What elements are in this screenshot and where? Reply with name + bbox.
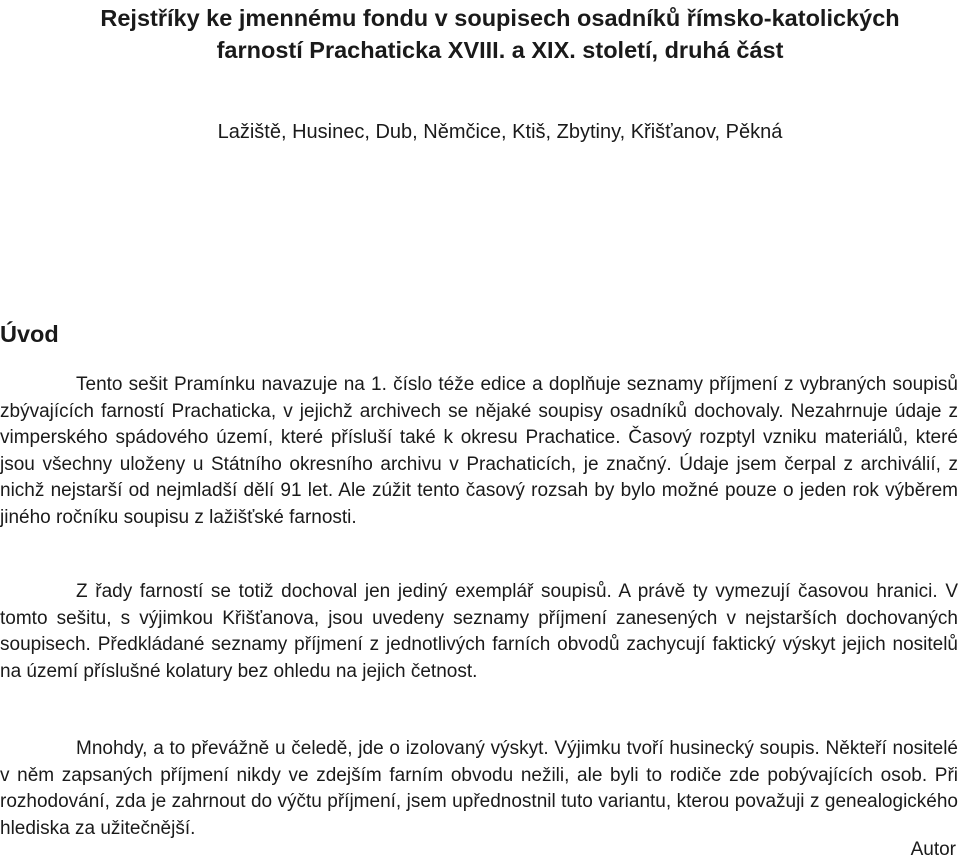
document-title: Rejstříky ke jmennému fondu v soupisech osadníků římsko-katolických farností Prachaticka XVIII. a XIX. století, druhá část [100, 5, 900, 63]
section-heading: Úvod [0, 321, 59, 347]
paragraph-2: Z řady farností se totiž dochoval jen jediný exemplář soupisů. A právě ty vymezují časovou hranici. V tomto sešitu, s výjimkou Křišťanova, jsou uvedeny seznamy příjmení zanesených v nejstarších dochovaných soupisech. Předkládané seznamy příjmení z jednotlivých farních obvodů zachycují faktický výskyt jejich nositelů na území příslušné kolatury bez ohledu na jejich četnost. [0, 581, 958, 682]
paragraph-3: Mnohdy, a to převážně u čeledě, jde o izolovaný výskyt. Výjimku tvoří husinecký soupis. Někteří nositelé v něm zapsaných příjmení nikdy ve zdejším farním obvodu nežili, ale byli to rodiče zde pobývajících osob. Při rozhodování, zda je zahrnout do výčtu příjmení, jsem upřednostnil tuto variantu, kterou považuji z genealogického hlediska za užitečnější. [0, 738, 958, 839]
author-signature: Autor [910, 839, 956, 860]
document-subtitle: Lažiště, Husinec, Dub, Němčice, Ktiš, Zbytiny, Křišťanov, Pěkná [217, 121, 783, 143]
paragraph-1: Tento sešit Pramínku navazuje na 1. číslo téže edice a doplňuje seznamy příjmení z vybraných soupisů zbývajících farností Prachaticka, v jejichž archivech se nějaké soupisy osadníků dochovaly. Nezahrnuje údaje z vimperského spádového území, které přísluší také k okresu Prachatice. Časový rozptyl vzniku materiálů, které jsou všechny uloženy u Státního okresního archivu v Prachaticích, je značný. Údaje jsem čerpal z archiválií, z nichž nejstarší od nejmladší dělí 91 let. Ale zúžit tento časový rozsah by bylo možné pouze o jeden rok výběrem jiného ročníku soupisu z lažišťské farnosti. [0, 374, 958, 528]
